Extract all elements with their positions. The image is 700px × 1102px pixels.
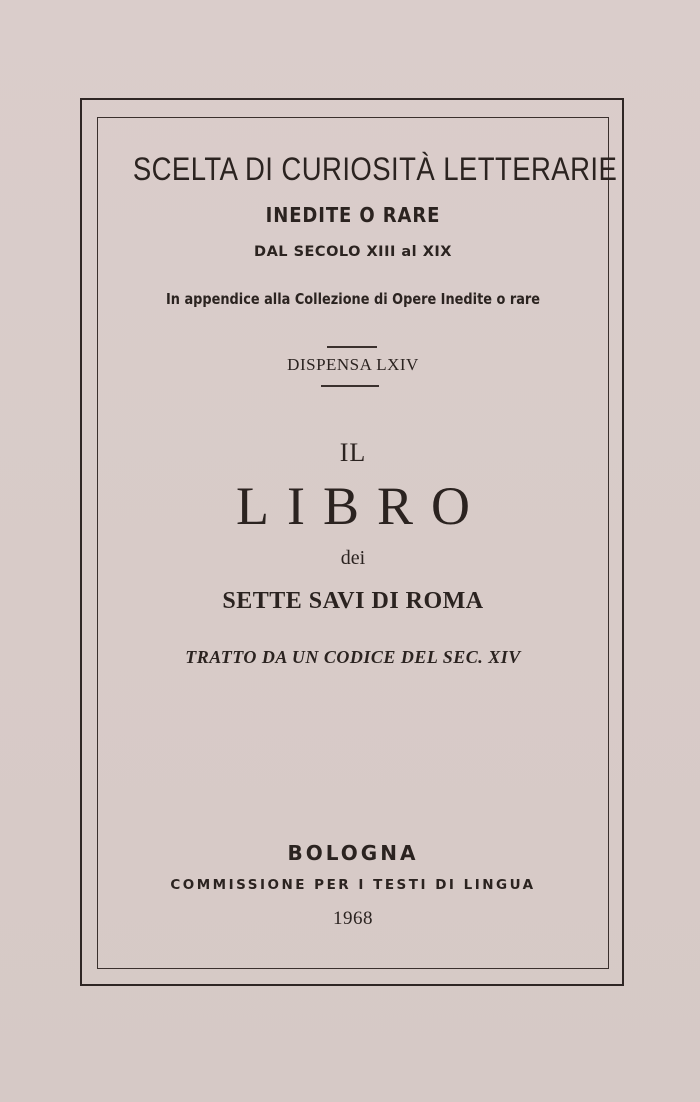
title-article: IL (339, 438, 367, 467)
source-note: TRATTO DA UN CODICE DEL SEC. XIV (185, 647, 521, 667)
title-connector: dei (340, 547, 366, 569)
series-subtitle: INEDITE O RARE (265, 203, 441, 227)
dispensa-label: DISPENSA LXIV (287, 355, 419, 374)
appendix-note: In appendice alla Collezione di Opere Inedite o rare (165, 290, 541, 308)
series-title: SCELTA DI CURIOSITÀ LETTERARIE (132, 151, 618, 187)
dispensa-rule-bottom (321, 385, 379, 387)
imprint-city: BOLOGNA (287, 841, 419, 865)
main-title: LIBRO (236, 476, 488, 536)
period-line: DAL SECOLO XIII al XIX (254, 244, 452, 260)
imprint-year: 1968 (333, 908, 373, 929)
dispensa-rule-top (327, 346, 377, 348)
imprint-publisher: COMMISSIONE PER I TESTI DI LINGUA (170, 877, 536, 893)
cover-content (97, 117, 618, 969)
title-subject: SETTE SAVI DI ROMA (222, 588, 484, 614)
